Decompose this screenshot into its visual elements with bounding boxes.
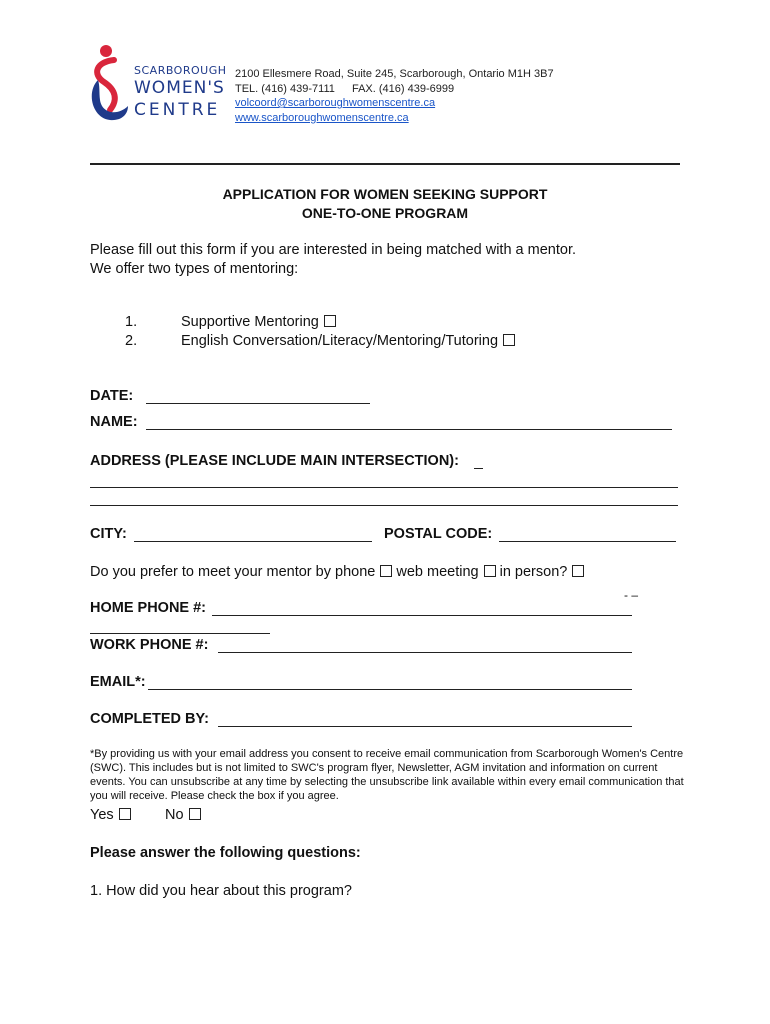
form-title: APPLICATION FOR WOMEN SEEKING SUPPORT	[222, 186, 548, 202]
org-name-line3: CENTRE	[134, 100, 221, 120]
date-field[interactable]	[146, 390, 370, 404]
supportive-mentoring-checkbox[interactable]	[324, 315, 336, 327]
option-2-label: English Conversation/Literacy/Mentoring/Tutoring	[181, 333, 499, 349]
intro-line-2: We offer two types of mentoring:	[90, 261, 299, 277]
in-person-label: in person?	[499, 564, 568, 580]
org-address: 2100 Ellesmere Road, Suite 245, Scarborough, Ontario M1H 3B7	[235, 68, 554, 80]
work-phone-field[interactable]	[218, 639, 632, 653]
consent-no-checkbox[interactable]	[189, 808, 201, 820]
address-field[interactable]	[474, 455, 483, 469]
form-subtitle: ONE-TO-ONE PROGRAM	[301, 205, 469, 221]
date-label: DATE:	[90, 388, 134, 404]
address-line-2[interactable]	[90, 474, 678, 488]
tel-number: TEL. (416) 439-7111	[235, 82, 335, 95]
name-label: NAME:	[90, 414, 138, 430]
header-divider	[90, 163, 680, 165]
postal-code-label: POSTAL CODE:	[384, 526, 493, 542]
in-person-checkbox[interactable]	[572, 565, 584, 577]
completed-by-field[interactable]	[218, 713, 632, 727]
email-field[interactable]	[148, 676, 632, 690]
home-phone-field-overflow[interactable]	[90, 620, 270, 634]
org-name-line2: WOMEN'S	[134, 78, 225, 98]
email-link[interactable]: volcoord@scarboroughwomenscentre.ca	[235, 97, 436, 109]
option-2	[181, 333, 515, 349]
city-label: CITY:	[90, 526, 127, 542]
consent-no	[165, 806, 201, 825]
contact-block	[235, 67, 554, 125]
consent-yes	[90, 806, 131, 825]
email-label: EMAIL*:	[90, 674, 146, 690]
address-label: ADDRESS (PLEASE INCLUDE MAIN INTERSECTION):	[90, 453, 459, 469]
option-1-label: Supportive Mentoring	[181, 314, 319, 330]
question-1: 1. How did you hear about this program?	[90, 883, 352, 899]
home-phone-label: HOME PHONE #:	[90, 600, 207, 616]
yes-label: Yes	[90, 807, 114, 823]
org-name-line1: SCARBOROUGH	[134, 64, 227, 77]
home-phone-field[interactable]	[212, 602, 632, 616]
address-line-3[interactable]	[90, 492, 678, 506]
meeting-preference	[90, 563, 584, 582]
option-2-number: 2.	[125, 333, 138, 349]
no-label: No	[165, 807, 184, 823]
postal-code-field[interactable]	[499, 528, 676, 542]
questions-heading: Please answer the following questions:	[90, 845, 361, 861]
option-1	[181, 314, 336, 330]
logo-swirl-icon	[88, 44, 132, 124]
web-meeting-checkbox[interactable]	[484, 565, 496, 577]
website-link[interactable]: www.scarboroughwomenscentre.ca	[235, 111, 409, 124]
phone-fax-line	[235, 82, 554, 97]
web-meeting-label: web meeting	[396, 564, 479, 580]
completed-by-label: COMPLETED BY:	[90, 711, 209, 727]
phone-checkbox[interactable]	[380, 565, 392, 577]
city-field[interactable]	[134, 528, 372, 542]
consent-yes-checkbox[interactable]	[119, 808, 131, 820]
consent-text: *By providing us with your email address you consent to receive email communication from Scarborough Women's Centre (SWC). This includes but is not limited to SWC's program flyer, Newsletter, AGM invitation and information on current events. You can unsubscribe at any time by selecting the unsubscribe link available within every email communication that you will receive. Please check the box if you agree.	[90, 748, 684, 802]
name-field[interactable]	[146, 416, 672, 430]
org-logo	[88, 44, 228, 124]
english-conversation-checkbox[interactable]	[503, 334, 515, 346]
fax-number: FAX. (416) 439-6999	[351, 82, 455, 95]
meeting-question: Do you prefer to meet your mentor by phone	[90, 564, 376, 580]
intro-line-1: Please fill out this form if you are interested in being matched with a mentor.	[90, 242, 576, 258]
stray-mark: - –	[624, 588, 639, 602]
option-1-number: 1.	[125, 314, 138, 330]
work-phone-label: WORK PHONE #:	[90, 637, 209, 653]
